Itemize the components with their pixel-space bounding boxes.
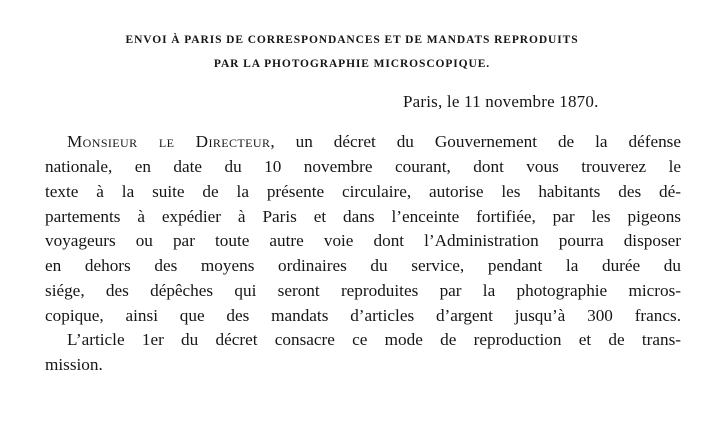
- paragraph-1-line-1-text: , un décret du Gouvernement de la défense: [270, 132, 682, 151]
- paragraph-1-line-4: partements à expédier à Paris et dans l’enceinte fortifiée, par les pigeons: [45, 207, 681, 226]
- paragraph-2-line-1: L’article 1er du décret consacre ce mode de reproduction et de trans-: [67, 330, 681, 349]
- paragraph-1-line-7: siége, des dépêches qui seront reproduites par la photographie micros-: [45, 281, 681, 300]
- paragraph-1-line-6: en dehors des moyens ordinaires du service, pendant la durée du: [45, 256, 681, 275]
- paragraph-1-line-2: nationale, en date du 10 novembre courant, dont vous trouverez le: [45, 157, 681, 176]
- paragraph-1-line-1: [67, 133, 681, 150]
- paragraph-1-line-3: texte à la suite de la présente circulaire, autorise les habitants des dé-: [45, 182, 681, 201]
- document-heading-line-2: PAR LA PHOTOGRAPHIE MICROSCOPIQUE.: [213, 58, 491, 70]
- dateline: Paris, le 11 novembre 1870.: [403, 92, 599, 111]
- paragraph-2-line-2: mission.: [45, 355, 103, 374]
- paragraph-1-line-5: voyageurs ou par toute autre voie dont l’Administration pourra disposer: [45, 231, 681, 250]
- paragraph-1-line-8: copique, ainsi que des mandats d’articles d’argent jusqu’à 300 francs.: [45, 306, 681, 325]
- salutation: Monsieur le Directeur: [67, 132, 271, 151]
- document-heading-line-1: ENVOI À PARIS DE CORRESPONDANCES ET DE MANDATS REPRODUITS: [125, 34, 579, 46]
